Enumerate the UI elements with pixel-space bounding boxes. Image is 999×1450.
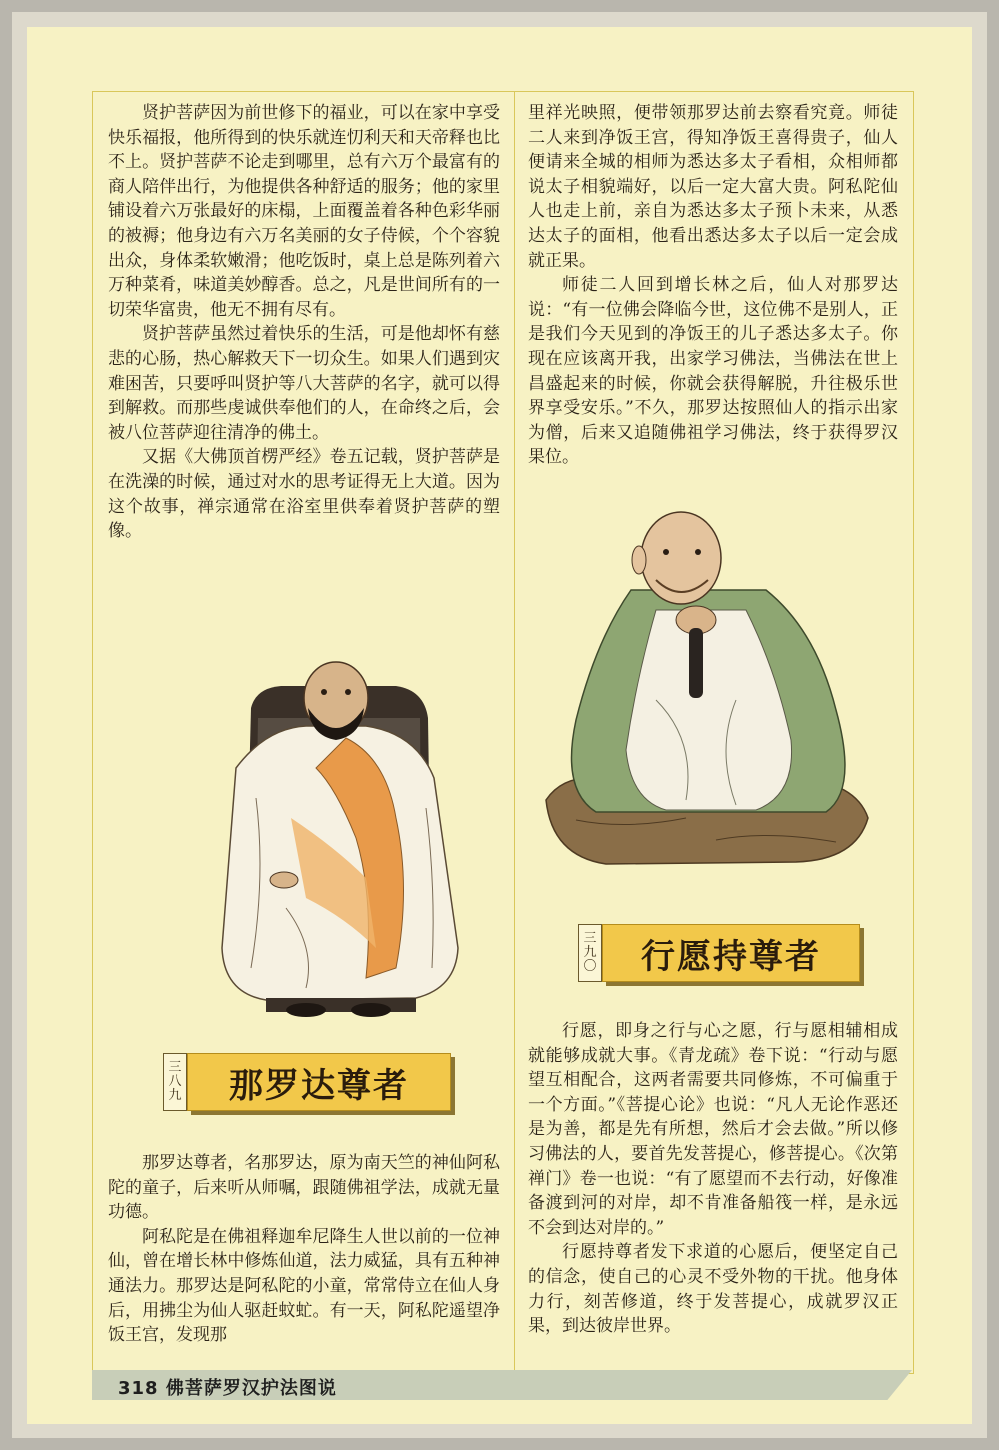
paragraph: 那罗达尊者，名那罗达，原为南天竺的神仙阿私陀的童子，后来听从师嘱，跟随佛祖学法，成就无量功德。 [108, 1153, 500, 1223]
paragraph: 师徒二人回到增长林之后，仙人对那罗达说：“有一位佛会降临今世，这位佛不是别人，正是我们今天见到的净饭王的儿子悉达多太子。你现在应该离开我，出家学习佛法，当佛法在世上昌盛起来的时候，你就会获得解脱，升往极乐世界享受安乐。”不久，那罗达按照仙人的指示出家为僧，后来又追随佛祖学习佛法，终于获得罗汉果位。 [528, 275, 898, 468]
left-column-text-lower [108, 1151, 500, 1348]
column-divider [514, 91, 515, 1372]
left-column-text [108, 101, 500, 544]
figure-title-text: 行愿持尊者 [602, 924, 860, 982]
figure-number [163, 1053, 187, 1111]
arhat-illustration-xingyuanchi [536, 500, 876, 870]
figure-number-digit: 八 [168, 1074, 182, 1089]
figure-number-digit: 九 [583, 945, 597, 960]
figure-number-digit: 九 [168, 1088, 182, 1103]
paragraph: 贤护菩萨因为前世修下的福业，可以在家中享受快乐福报，他所得到的快乐就连忉利天和天帝释也比不上。贤护菩萨不论走到哪里，总有六万个最富有的商人陪伴出行，为他提供各种舒适的服务；他的家里铺设着六万张最好的床榻，上面覆盖着各种色彩华丽的被褥；他身边有六万名美丽的女子侍候，个个容貌出众，身体柔软嫩滑；他吃饭时，桌上总是陈列着六万种菜肴，味道美妙醇香。总之，凡是世间所有的一切荣华富贵，他无不拥有尽有。 [108, 103, 500, 320]
page-footer: 318 佛菩萨罗汉护法图说 [118, 1378, 337, 1399]
figure-title-390 [578, 924, 860, 982]
paragraph: 阿私陀是在佛祖释迦牟尼降生人世以前的一位神仙，曾在增长林中修炼仙道，法力威猛，具有五种神通法力。那罗达是阿私陀的小童，常常侍立在仙人身后，用拂尘为仙人驱赶蚊虻。有一天，阿私陀遥望净饭王宫，发现那 [108, 1226, 500, 1346]
paragraph: 贤护菩萨虽然过着快乐的生活，可是他却怀有慈悲的心肠，热心解救天下一切众生。如果人们遇到灾难困苦，只要呼叫贤护等八大菩萨的名字，就可以得到解救。而那些虔诚供奉他们的人，在命终之后，会被八位菩萨迎往清净的佛土。 [108, 324, 500, 443]
figure-number-digit: 三 [168, 1060, 182, 1075]
arhat-illustration-naluoda [196, 648, 476, 1030]
right-column-text [528, 101, 898, 470]
paragraph-continued: 里祥光映照，便带领那罗达前去察看究竟。师徒二人来到净饭王宫，得知净饭王喜得贵子，仙人便请来全城的相师为悉达多太子看相，众相师都说太子相貌端好，以后一定大富大贵。阿私陀仙人也走上前，亲自为悉达多太子预卜未来，从悉达太子的面相，他看出悉达多太子以后一定会成就正果。 [528, 103, 898, 271]
figure-number [578, 924, 602, 982]
figure-number-digit: 三 [583, 931, 597, 946]
paragraph: 行愿持尊者发下求道的心愿后，便坚定自己的信念，使自己的心灵不受外物的干扰。他身体力行，刻苦修道，终于发菩提心，成就罗汉正果，到达彼岸世界。 [528, 1242, 898, 1337]
paragraph: 又据《大佛顶首楞严经》卷五记载，贤护菩萨是在洗澡的时候，通过对水的思考证得无上大道。因为这个故事，禅宗通常在浴室里供奉着贤护菩萨的塑像。 [108, 447, 500, 542]
figure-title-text: 那罗达尊者 [187, 1053, 451, 1111]
paragraph: 行愿，即身之行与心之愿，行与愿相辅相成就能够成就大事。《青龙疏》卷下说：“行动与愿望互相配合，这两者需要共同修炼，不可偏重于一个方面。”《菩提心论》也说：“凡人无论作恶还是为善，都是先有所想，然后才会去做。”所以修习佛法的人，要首先发菩提心，修菩提心。《次第禅门》卷一也说：“有了愿望而不去行动，好像准备渡到河的对岸，却不肯准备船筏一样，是永远不会到达对岸的。” [528, 1021, 898, 1238]
right-column-text-lower [528, 1019, 898, 1339]
figure-number-digit: 〇 [583, 959, 597, 974]
figure-title-389 [163, 1053, 451, 1111]
